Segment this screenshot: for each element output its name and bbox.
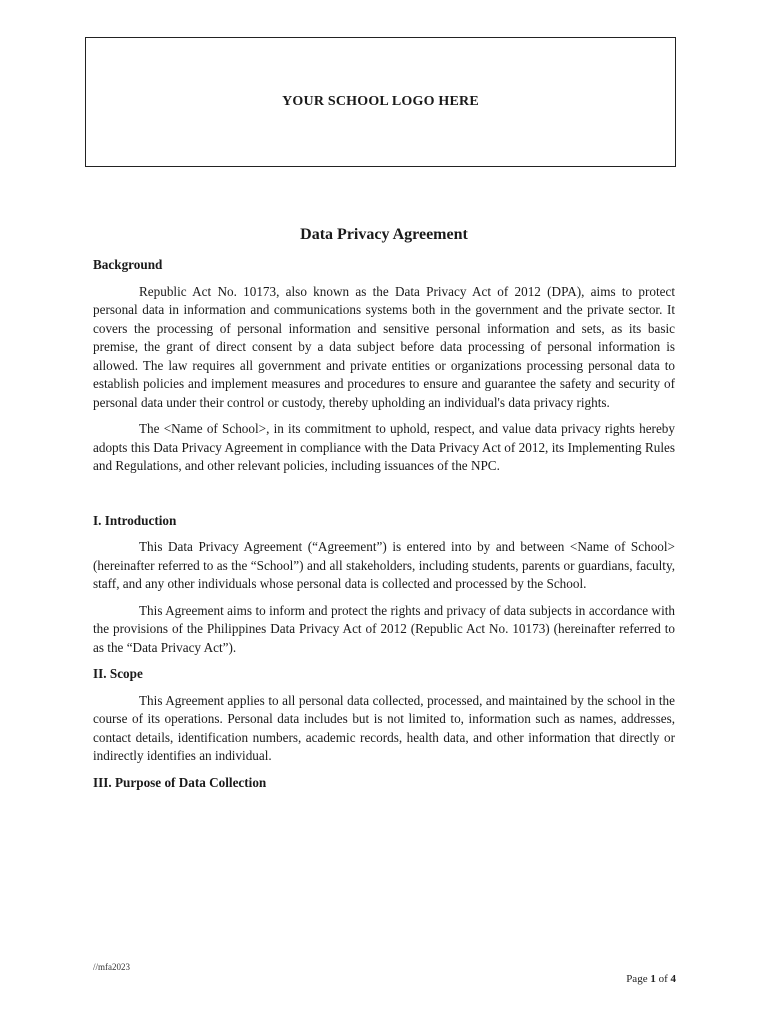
page-number [626,973,676,985]
document-body [93,224,675,800]
page-current: 1 [650,973,656,985]
heading-background: Background [93,257,163,272]
paragraph-scope-1: This Agreement applies to all personal data collected, processed, and maintained by the school in the course of its operations. Personal data includes but is not limited to, information such as names, addresses, contact details, identification numbers, academic records, health data, and other information that directly or indirectly identifies an individual. [93,692,675,763]
heading-introduction: I. Introduction [93,512,177,528]
section-spacer [93,484,675,512]
footer-code: //mfa2023 [93,962,130,972]
page-total: 4 [670,973,676,985]
paragraph-background-2: The <Name of School>, in its commitment to uphold, respect, and value data privacy rights hereby adopts this Data Privacy Agreement in compliance with the Data Privacy Act of 2012, its Implementing Rules and Regulations, and other relevant policies, including issuances of the NPC. [93,421,675,473]
paragraph-background-1: Republic Act No. 10173, also known as the Data Privacy Act of 2012 (DPA), aims to protect personal data in information and communications systems both in the government and the private sector. It covers the processing of personal information and sensitive personal information and sets, as its basic premise, the grant of direct consent by a data subject before data processing of personal information is allowed. The law requires all government and private entities or organizations processing personal data to establish policies and implement measures and procedures to ensure and guarantee the safety and security of personal data under their control or custody, thereby upholding an individual's data privacy rights. [93,283,675,410]
paragraph-introduction-1: This Data Privacy Agreement (“Agreement”) is entered into by and between <Name of School> (hereinafter referred to as the “School”) and all stakeholders, including students, parents or guardians, faculty, staff, and any other individuals whose personal data is collected and processed by the School. [93,539,675,591]
school-logo-placeholder [85,37,676,167]
document-title: Data Privacy Agreement [300,226,468,243]
page-of: of [658,973,668,985]
heading-purpose: III. Purpose of Data Collection [93,774,267,790]
heading-scope: II. Scope [93,666,143,681]
paragraph-introduction-2: This Agreement aims to inform and protect the rights and privacy of data subjects in accordance with the provisions of the Philippines Data Privacy Act of 2012 (Republic Act No. 10173) (hereinafter referred to as the “Data Privacy Act”). [93,602,675,655]
page-label: Page [626,973,648,985]
logo-placeholder-text: YOUR SCHOOL LOGO HERE [282,94,479,109]
